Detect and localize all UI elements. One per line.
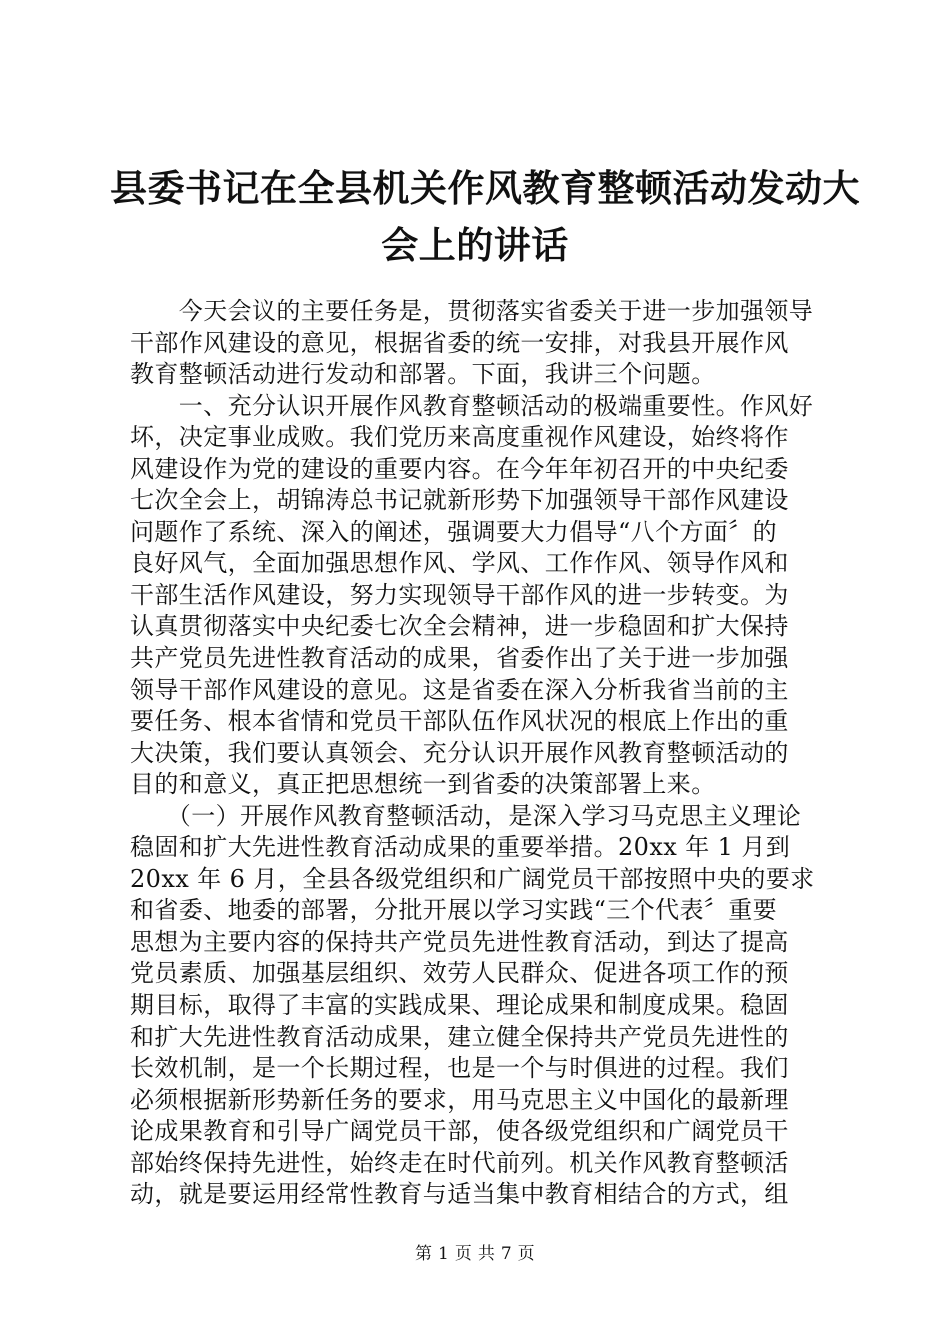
body-line: （一）开展作风教育整顿活动，是深入学习马克思主义理论 [130,801,802,830]
body-line: 要任务、根本省情和党员干部队伍作风状况的根底上作出的重 [130,707,789,736]
body-line: 良好风气，全面加强思想作风、学风、工作作风、领导作风和 [130,549,789,578]
document-title [110,160,860,274]
body-line: 长效机制，是一个长期过程，也是一个与时俱进的过程。我们 [130,1054,789,1083]
body-line: 教育整顿活动进行发动和部署。下面，我讲三个问题。 [130,360,716,389]
body-line: 认真贯彻落实中央纪委七次全会精神，进一步稳固和扩大保持 [130,612,789,641]
title-line: 会上的讲话 [381,223,569,267]
body-line: 大决策，我们要认真领会、充分认识开展作风教育整顿活动的 [130,738,789,767]
body-line: 问题作了系统、深入的阐述，强调要大力倡导“八个方面〞的 [130,517,778,546]
body-line: 一、充分认识开展作风教育整顿活动的极端重要性。作风好 [130,391,814,420]
body-line: 风建设作为党的建设的重要内容。在今年年初召开的中央纪委 [130,454,789,483]
body-line: 今天会议的主要任务是，贯彻落实省委关于进一步加强领导 [130,297,814,325]
body-line: 干部作风建设的意见，根据省委的统一安排，对我县开展作风 [130,328,789,357]
body-line: 论成果教育和引导广阔党员干部，使各级党组织和广阔党员干 [130,1117,789,1146]
body-line: 必须根据新形势新任务的要求，用马克思主义中国化的最新理 [130,1085,789,1114]
body-line: 动，就是要运用经常性教育与适当集中教育相结合的方式，组 [130,1180,789,1209]
body-line: 和省委、地委的部署，分批开展以学习实践“三个代表〞重要 [130,896,778,925]
page-number-footer: 第 1 页 共 7 页 [415,1244,535,1264]
body-line: 稳固和扩大先进性教育活动成果的重要举措。20xx 年 1 月到 [130,833,791,862]
body-line: 20xx 年 6 月，全县各级党组织和广阔党员干部按照中央的要求 [130,864,815,893]
body-line: 和扩大先进性教育活动成果，建立健全保持共产党员先进性的 [130,1022,789,1051]
body-line: 期目标，取得了丰富的实践成果、理论成果和制度成果。稳固 [130,991,789,1020]
body-line: 部始终保持先进性，始终走在时代前列。机关作风教育整顿活 [130,1148,789,1177]
body-line: 领导干部作风建设的意见。这是省委在深入分析我省当前的主 [130,675,789,704]
body-line: 干部生活作风建设，努力实现领导干部作风的进一步转变。为 [130,580,789,609]
body-line: 坏，决定事业成败。我们党历来高度重视作风建设，始终将作 [130,423,789,452]
body-line: 目的和意义，真正把思想统一到省委的决策部署上来。 [130,770,716,799]
title-line: 县委书记在全县机关作风教育整顿活动发动大 [110,166,860,210]
body-line: 七次全会上，胡锦涛总书记就新形势下加强领导干部作风建设 [130,486,789,515]
body-line: 党员素质、加强基层组织、效劳人民群众、促进各项工作的预 [130,959,789,988]
document-body [130,296,830,1211]
body-line: 共产党员先进性教育活动的成果，省委作出了关于进一步加强 [130,644,789,673]
body-line: 思想为主要内容的保持共产党员先进性教育活动，到达了提高 [130,927,789,956]
